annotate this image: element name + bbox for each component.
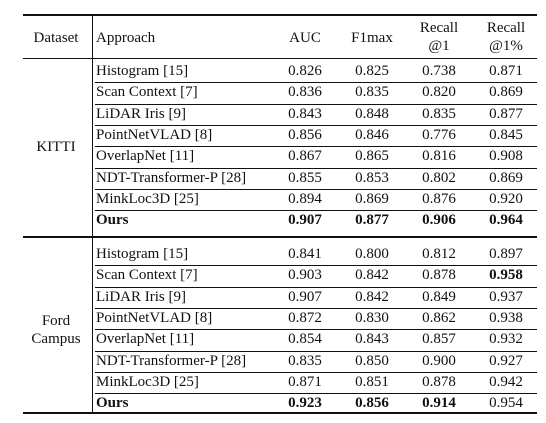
header-recall1-line2: @1 bbox=[428, 38, 450, 54]
cell-recall1p: 0.869 bbox=[489, 84, 523, 101]
cell-auc: 0.843 bbox=[288, 105, 322, 122]
top-rule bbox=[23, 14, 537, 16]
cell-recall1p: 0.958 bbox=[489, 267, 523, 284]
cell-auc: 0.871 bbox=[288, 373, 322, 390]
cell-f1max: 0.848 bbox=[355, 105, 389, 122]
cell-f1max: 0.850 bbox=[355, 352, 389, 369]
cell-recall1: 0.738 bbox=[422, 63, 456, 79]
cell-approach: Ours bbox=[96, 395, 129, 412]
cell-f1max: 0.800 bbox=[355, 246, 389, 262]
header-recall1p-line1: Recall bbox=[486, 20, 526, 36]
header-f1max: F1max bbox=[351, 30, 393, 46]
cell-recall1: 0.849 bbox=[422, 288, 456, 305]
cell-approach: Scan Context [7] bbox=[96, 267, 198, 284]
cell-recall1p: 0.920 bbox=[489, 190, 523, 207]
bottom-rule bbox=[23, 412, 537, 414]
cell-approach: MinkLoc3D [25] bbox=[96, 373, 199, 390]
cell-approach: LiDAR Iris [9] bbox=[96, 105, 186, 122]
cell-recall1: 0.835 bbox=[422, 105, 456, 122]
cell-f1max: 0.842 bbox=[355, 288, 389, 305]
cell-approach: PointNetVLAD [8] bbox=[96, 309, 213, 326]
cell-auc: 0.856 bbox=[288, 126, 322, 143]
cell-recall1p: 0.845 bbox=[489, 126, 523, 143]
cell-approach: Ours bbox=[96, 212, 129, 229]
cell-recall1p: 0.869 bbox=[489, 169, 523, 186]
cell-approach: LiDAR Iris [9] bbox=[96, 288, 186, 305]
cell-f1max: 0.846 bbox=[355, 126, 389, 143]
cell-recall1: 0.906 bbox=[422, 212, 456, 229]
cell-f1max: 0.877 bbox=[355, 212, 389, 229]
cell-recall1p: 0.937 bbox=[489, 288, 523, 305]
cell-f1max: 0.869 bbox=[355, 190, 389, 207]
cell-recall1: 0.862 bbox=[422, 309, 456, 326]
dataset-column-rule bbox=[92, 14, 93, 412]
cell-approach: Histogram [15] bbox=[96, 246, 189, 262]
cell-recall1: 0.878 bbox=[422, 373, 456, 390]
cell-auc: 0.867 bbox=[288, 148, 322, 165]
group-rule bbox=[23, 236, 537, 238]
cell-f1max: 0.865 bbox=[355, 148, 389, 165]
cell-recall1: 0.876 bbox=[422, 190, 456, 207]
cell-auc: 0.894 bbox=[288, 190, 322, 207]
cell-recall1: 0.878 bbox=[422, 267, 456, 284]
header-rule bbox=[23, 58, 537, 59]
cell-recall1p: 0.871 bbox=[489, 63, 523, 79]
cell-recall1p: 0.897 bbox=[489, 246, 523, 262]
cell-auc: 0.923 bbox=[288, 395, 322, 412]
cell-auc: 0.836 bbox=[288, 84, 322, 101]
cell-recall1p: 0.927 bbox=[489, 352, 523, 369]
header-auc: AUC bbox=[289, 30, 321, 46]
cell-recall1p: 0.964 bbox=[489, 212, 523, 229]
cell-auc: 0.907 bbox=[288, 212, 322, 229]
cell-recall1: 0.776 bbox=[422, 126, 456, 143]
cell-approach: NDT-Transformer-P [28] bbox=[96, 352, 247, 369]
cell-recall1: 0.820 bbox=[422, 84, 456, 101]
cell-recall1: 0.900 bbox=[422, 352, 456, 369]
cell-recall1p: 0.938 bbox=[489, 309, 523, 326]
cell-auc: 0.903 bbox=[288, 267, 322, 284]
cell-auc: 0.854 bbox=[288, 331, 322, 348]
cell-approach: PointNetVLAD [8] bbox=[96, 126, 213, 143]
cell-recall1p: 0.932 bbox=[489, 331, 523, 348]
cell-approach: Scan Context [7] bbox=[96, 84, 198, 101]
cell-recall1: 0.802 bbox=[422, 169, 456, 186]
dataset-label: Ford bbox=[41, 313, 71, 330]
cell-f1max: 0.842 bbox=[355, 267, 389, 284]
cell-f1max: 0.830 bbox=[355, 309, 389, 326]
dataset-label: KITTI bbox=[36, 139, 76, 156]
cell-auc: 0.841 bbox=[288, 246, 322, 262]
cell-recall1p: 0.877 bbox=[489, 105, 523, 122]
cell-f1max: 0.856 bbox=[355, 395, 389, 412]
cell-auc: 0.872 bbox=[288, 309, 322, 326]
cell-recall1p: 0.954 bbox=[489, 395, 523, 412]
header-recall1p-line2: @1% bbox=[489, 38, 523, 54]
cell-approach: Histogram [15] bbox=[96, 63, 189, 79]
cell-auc: 0.826 bbox=[288, 63, 322, 79]
cell-approach: OverlapNet [11] bbox=[96, 148, 195, 165]
cell-f1max: 0.825 bbox=[355, 63, 389, 79]
cell-f1max: 0.853 bbox=[355, 169, 389, 186]
cell-approach: MinkLoc3D [25] bbox=[96, 190, 199, 207]
cell-f1max: 0.835 bbox=[355, 84, 389, 101]
cell-f1max: 0.843 bbox=[355, 331, 389, 348]
cell-approach: NDT-Transformer-P [28] bbox=[96, 169, 247, 186]
cell-recall1p: 0.942 bbox=[489, 373, 523, 390]
cell-auc: 0.835 bbox=[288, 352, 322, 369]
header-dataset: Dataset bbox=[33, 30, 79, 46]
cell-auc: 0.855 bbox=[288, 169, 322, 186]
cell-approach: OverlapNet [11] bbox=[96, 331, 195, 348]
cell-recall1: 0.857 bbox=[422, 331, 456, 348]
cell-auc: 0.907 bbox=[288, 288, 322, 305]
header-approach: Approach bbox=[96, 30, 156, 46]
cell-recall1p: 0.908 bbox=[489, 148, 523, 165]
header-recall1-line1: Recall bbox=[419, 20, 459, 36]
cell-recall1: 0.914 bbox=[422, 395, 456, 412]
cell-f1max: 0.851 bbox=[355, 373, 389, 390]
cell-recall1: 0.812 bbox=[422, 246, 456, 262]
cell-recall1: 0.816 bbox=[422, 148, 456, 165]
dataset-label: Campus bbox=[31, 331, 81, 348]
